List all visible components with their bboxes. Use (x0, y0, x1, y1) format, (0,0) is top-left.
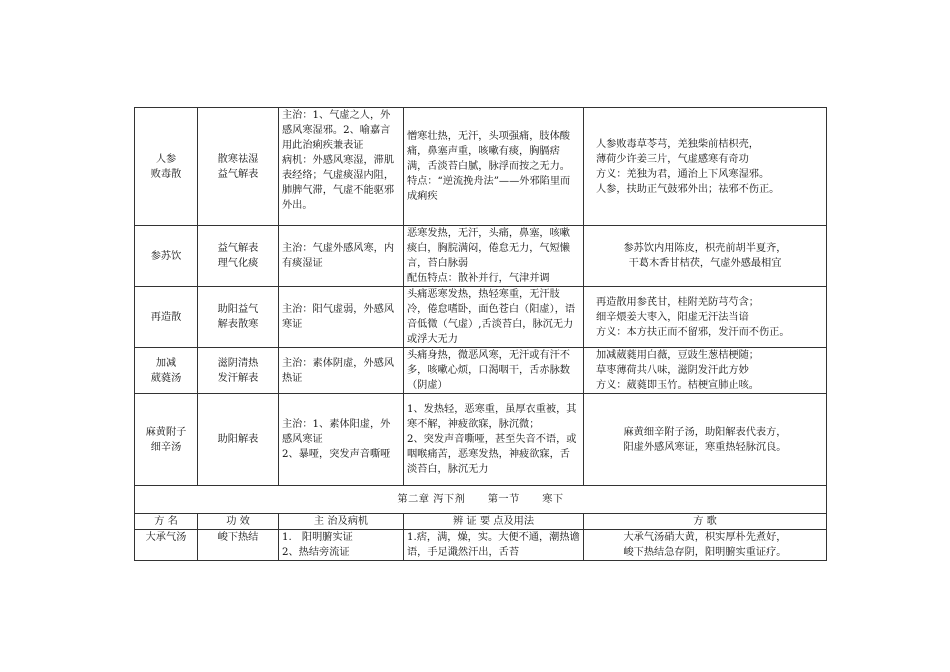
formula-song: 大承气汤硝大黄，枳实厚朴先煮好， 峻下热结急存阴，阳明腑实重证疗。 (584, 530, 827, 561)
header-row (135, 514, 827, 530)
formula-differentiation: 头痛身热，微恶风寒，无汗或有汗不多，咳嗽心烦，口渴咽干，舌赤脉数（阴虚） (404, 348, 584, 394)
header-differentiation: 辨 证 要 点及用法 (404, 514, 584, 530)
chapter-title: 第二章 泻下剂 (397, 494, 466, 505)
formula-indication: 主治：1、素体阳虚，外感风寒证 2、暴哑，突发声音嘶哑 (279, 394, 404, 486)
formula-name: 大承气汤 (135, 530, 198, 561)
formula-indication: 主治：阳气虚弱，外感风寒证 (279, 287, 404, 348)
formula-name: 参苏饮 (135, 226, 198, 287)
formula-indication: 主治：气虚外感风寒，内有痰湿证 (279, 226, 404, 287)
formula-effect: 助阳解表 (198, 394, 279, 486)
formula-name: 人参 败毒散 (135, 108, 198, 226)
formula-effect: 散寒祛湿 益气解表 (198, 108, 279, 226)
formula-differentiation: 1、发热轻，恶寒重，虽厚衣重被，其寒不解，神疲欲寐，脉沉微； 2、突发声音嘶哑，甚至失音不语，或咽喉痛苦，恶寒发热，神疲欲寐，舌淡苔白，脉沉无力 (404, 394, 584, 486)
formula-indication: 主治：1、气虚之人，外感风寒湿邪。2、喻嘉言用此治痢疾兼表证 病机：外感风寒湿，滞肌表经络；气虚痰湿内阻，肺脾气滞，气虚不能驱邪外出。 (279, 108, 404, 226)
chapter-heading (135, 486, 827, 514)
formula-differentiation: 1.痞，满，燥，实。大便不通，潮热谵语，手足濈然汗出，舌苔 (404, 530, 584, 561)
formula-song: 麻黄细辛附子汤，助阳解表代表方， 阳虚外感风寒证，寒重热轻脉沉良。 (584, 394, 827, 486)
table-row (135, 348, 827, 394)
formula-indication: 1. 阳明腑实证 2、热结旁流证 (279, 530, 404, 561)
table-row (135, 226, 827, 287)
formula-name: 再造散 (135, 287, 198, 348)
formula-song: 人参败毒草苓芎，羌独柴前桔枳壳， 薄荷少许姜三片，气虚感寒有奇功 方义：羌独为君，通治上下风寒湿邪。 人参，扶助正气鼓邪外出；祛邪不伤正。 (584, 108, 827, 226)
header-song: 方 歌 (584, 514, 827, 530)
formula-differentiation: 头痛恶寒发热，热轻寒重，无汗肢冷，倦怠嗜卧，面色苍白（阳虚），语音低微（气虚）,舌淡苔白，脉沉无力或浮大无力 (404, 287, 584, 348)
table-row (135, 108, 827, 226)
chapter-row (135, 486, 827, 514)
formula-effect: 峻下热结 (198, 530, 279, 561)
formula-differentiation: 憎寒壮热，无汗，头项强痛，肢体酸痛，鼻塞声重，咳嗽有痰，胸膈痞满，舌淡苔白腻，脉浮而按之无力。 特点：“逆流挽舟法”——外邪陷里而成痢疾 (404, 108, 584, 226)
subsection-title: 寒下 (542, 494, 564, 505)
header-effect: 功 效 (198, 514, 279, 530)
formula-song: 加减葳蕤用白薇，豆豉生葱桔梗随； 草枣薄荷共八味，滋阴发汗此方妙 方义：葳蕤即玉竹。桔梗宣肺止咳。 (584, 348, 827, 394)
formula-name: 加减 葳蕤汤 (135, 348, 198, 394)
table-row (135, 394, 827, 486)
formula-indication: 主治：素体阴虚，外感风热证 (279, 348, 404, 394)
formula-effect: 助阳益气 解表散寒 (198, 287, 279, 348)
formula-effect: 滋阴清热 发汗解表 (198, 348, 279, 394)
section-title: 第一节 (487, 494, 520, 505)
formula-song: 再造散用参芪甘，桂附羌防芎芍含； 细辛煨姜大枣入，阳虚无汗法当谙 方义：本方扶正而不留邪，发汗而不伤正。 (584, 287, 827, 348)
formula-song: 参苏饮内用陈皮，枳壳前胡半夏齐， 干葛木香甘桔茯，气虚外感最相宜 (584, 226, 827, 287)
formula-effect: 益气解表 理气化痰 (198, 226, 279, 287)
formula-table (134, 107, 827, 561)
table-row (135, 530, 827, 561)
formula-name: 麻黄附子 细辛汤 (135, 394, 198, 486)
formula-differentiation: 恶寒发热，无汗，头痛，鼻塞，咳嗽痰白，胸脘满闷，倦怠无力，气短懒言，苔白脉弱 配伍特点：散补并行，气津并调 (404, 226, 584, 287)
header-indication: 主 治及病机 (279, 514, 404, 530)
header-name: 方 名 (135, 514, 198, 530)
table-row (135, 287, 827, 348)
